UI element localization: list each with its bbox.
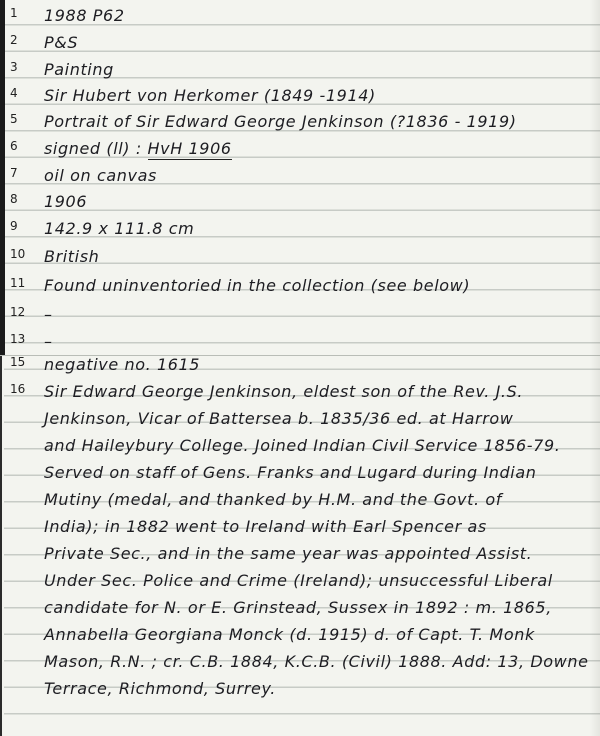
entry-number: 9 bbox=[10, 219, 18, 233]
biography-line bbox=[0, 571, 600, 597]
date: 1906 bbox=[44, 192, 88, 211]
biography-text: Annabella Georgiana Monck (d. 1915) d. of Capt. T. Monk bbox=[44, 625, 535, 644]
biography-text: Under Sec. Police and Crime (Ireland); unsuccessful Liberal bbox=[44, 571, 553, 590]
entry-number: 1 bbox=[10, 6, 18, 20]
biography-line bbox=[0, 625, 600, 651]
empty-field: – bbox=[44, 305, 53, 324]
entry-number: 4 bbox=[10, 86, 18, 100]
medium: oil on canvas bbox=[44, 166, 157, 185]
entry-number: 5 bbox=[10, 112, 18, 126]
entry-8 bbox=[0, 192, 600, 218]
entry-2 bbox=[0, 33, 600, 59]
artist: Sir Hubert von Herkomer (1849 -1914) bbox=[44, 86, 376, 105]
entry-number: 2 bbox=[10, 33, 18, 47]
entry-number: 7 bbox=[10, 166, 18, 180]
empty-field: – bbox=[44, 332, 53, 351]
biography-text: Terrace, Richmond, Surrey. bbox=[44, 679, 276, 698]
biography-line bbox=[0, 652, 600, 678]
entry-15 bbox=[0, 355, 600, 381]
signature-text: HvH 1906 bbox=[147, 139, 232, 158]
entry-7 bbox=[0, 166, 600, 192]
entry-number: 6 bbox=[10, 139, 18, 153]
title: Portrait of Sir Edward George Jenkinson (?1836 - 1919) bbox=[44, 112, 517, 131]
entry-number: 15 bbox=[10, 355, 26, 369]
entry-number: 13 bbox=[10, 332, 26, 346]
negative-number: negative no. 1615 bbox=[44, 355, 201, 374]
biography-line bbox=[0, 436, 600, 462]
entry-16 bbox=[0, 382, 600, 408]
entry-number: 16 bbox=[10, 382, 26, 396]
biography-text: Jenkinson, Vicar of Battersea b. 1835/36 ed. at Harrow bbox=[44, 409, 514, 428]
entry-3 bbox=[0, 60, 600, 86]
biography-text: and Haileybury College. Joined Indian Civil Service 1856-79. bbox=[44, 436, 561, 455]
entry-4 bbox=[0, 86, 600, 112]
biography-line bbox=[0, 679, 600, 705]
entry-10 bbox=[0, 247, 600, 273]
entry-11 bbox=[0, 276, 600, 302]
biography-line bbox=[0, 409, 600, 435]
biography-text: India); in 1882 went to Ireland with Earl Spencer as bbox=[44, 517, 487, 536]
entry-5 bbox=[0, 112, 600, 138]
biography-line bbox=[0, 490, 600, 516]
inscription bbox=[44, 139, 232, 158]
biography-line bbox=[0, 463, 600, 489]
biography-text: Mason, R.N. ; cr. C.B. 1884, K.C.B. (Civil) 1888. Add: 13, Downe bbox=[44, 652, 589, 671]
entry-number: 11 bbox=[10, 276, 26, 290]
entry-number: 12 bbox=[10, 305, 26, 319]
entry-12 bbox=[0, 305, 600, 331]
dimensions: 142.9 x 111.8 cm bbox=[44, 219, 195, 238]
school: British bbox=[44, 247, 100, 266]
accession-number: 1988 P62 bbox=[44, 6, 125, 25]
entry-1 bbox=[0, 6, 600, 32]
biography-line bbox=[0, 598, 600, 624]
provenance: Found uninventoried in the collection (see below) bbox=[44, 276, 471, 295]
entry-9 bbox=[0, 219, 600, 245]
biography-line bbox=[0, 544, 600, 570]
biography-text: Served on staff of Gens. Franks and Lugard during Indian bbox=[44, 463, 537, 482]
entry-number: 3 bbox=[10, 60, 18, 74]
biography-line: Sir Edward George Jenkinson, eldest son of the Rev. J.S. bbox=[44, 382, 524, 401]
entry-6 bbox=[0, 139, 600, 165]
inscription-label: signed (ll) : bbox=[44, 139, 148, 158]
entry-number: 10 bbox=[10, 247, 26, 261]
object-type: Painting bbox=[44, 60, 114, 79]
biography-text: candidate for N. or E. Grinstead, Sussex in 1892 : m. 1865, bbox=[44, 598, 552, 617]
department: P&S bbox=[44, 33, 79, 52]
biography-line bbox=[0, 517, 600, 543]
biography-text: Private Sec., and in the same year was appointed Assist. bbox=[44, 544, 533, 563]
entry-number: 8 bbox=[10, 192, 18, 206]
biography-text: Mutiny (medal, and thanked by H.M. and the Govt. of bbox=[44, 490, 502, 509]
